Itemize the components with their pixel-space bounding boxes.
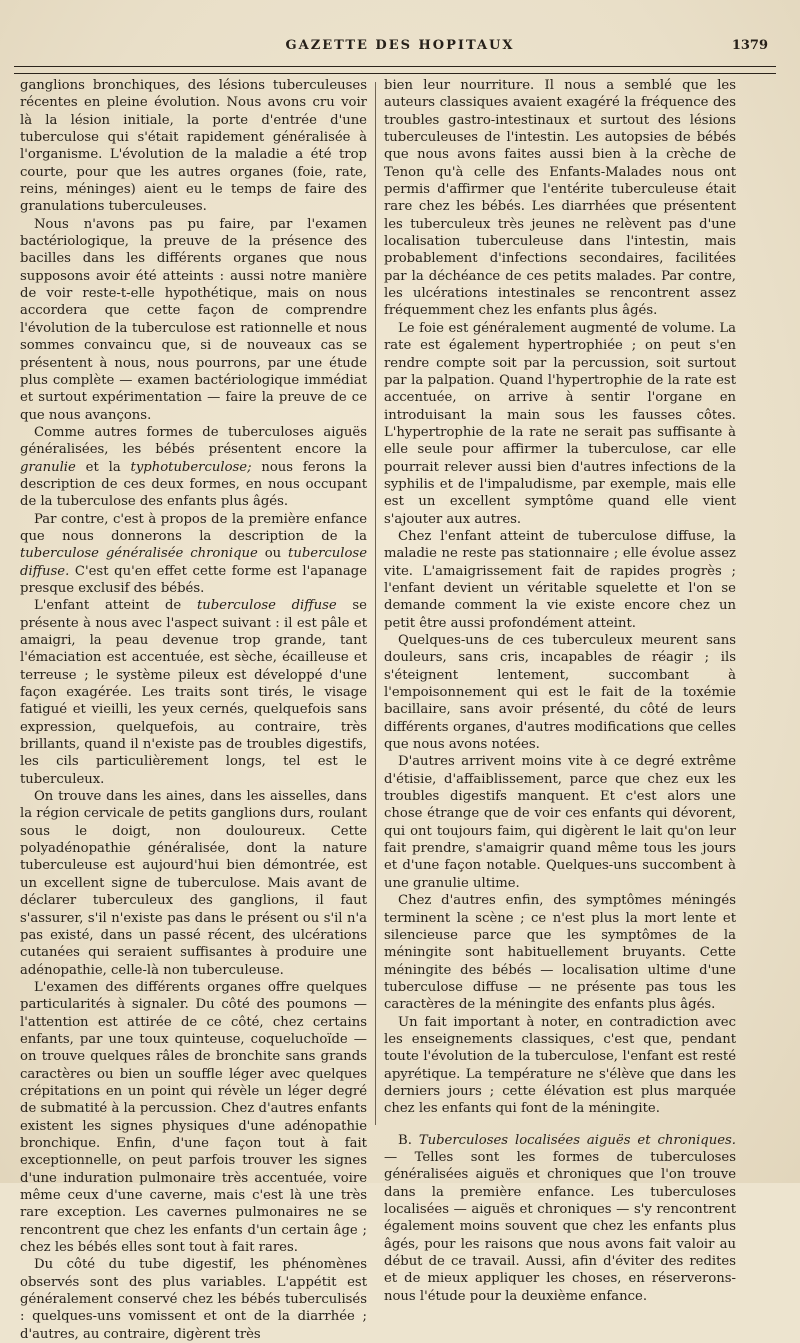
text-run: se présente à nous avec l'aspect suivant : il est pâle et amaigri, la peau devenue trop grande, tant l'émaciation est accentuée, est sèche, écailleuse et terreuse ; le système pileux est développé d'une façon exagérée. Les traits sont tirés, le visage fatigué et vieilli, les yeux cernés, quelquefois sans expression, quelquefois, au contraire, très brillants, quand il n'existe pas de troubles digestifs, les cils particulièrement longs, tel est le tuberculeux. [20, 598, 367, 787]
text-run: nous ferons la description de ces deux formes, en nous occupant de la tuberculose des enfants plus âgés. [20, 459, 367, 510]
paragraph [20, 511, 367, 598]
italic-term: tuberculose diffuse [196, 598, 337, 614]
right-column [384, 77, 736, 1304]
text-run: Par contre, c'est à propos de la première enfance que nous donnerons la description de la [20, 511, 367, 544]
paragraph: Chez l'enfant atteint de tuberculose diffuse, la maladie ne reste pas stationnaire ; elle évolue assez vite. L'amaigrissement fait de rapides progrès ; l'enfant devient un véritable squelette et l'on se demande comment la vie existe encore chez un petit être aussi profondément atteint. [384, 528, 736, 631]
text-run: ou [257, 546, 289, 562]
paragraph: bien leur nourriture. Il nous a semblé que les auteurs classiques avaient exagéré la fréquence des troubles gastro-intestinaux et surtout des lésions tuberculeuses de l'intestin. Les autopsies de bébés que nous avons faites aussi bien à la crèche de Tenon qu'à celle des Enfants-Malades nous ont permis d'affirmer que l'entérite tuberculeuse était rare chez les bébés. Les diarrhées que présentent les tuberculeux très jeunes ne relèvent pas d'une localisation tuberculeuse dans l'intestin, mais probablement d'infections secondaires, facilitées par la déchéance de ces petits malades. Par contre, les ulcérations intestinales se rencontrent assez fréquemment chez les enfants plus âgés. [384, 78, 736, 319]
paragraph: L'examen des différents organes offre quelques particularités à signaler. Du côté des poumons — l'attention est attirée de ce côté, chez certains enfants, par une toux quinteuse, coqueluchoïde — on trouve quelques râles de bronchite sans grands caractères ou bien un souffle léger avec quelques crépitations en un point qui révèle un léger degré de submatité à la percussion. Chez d'autres enfants existent les signes physiques d'une adénopathie bronchique. Enfin, d'une façon tout à fait exceptionnelle, on peut parfois trouver les signes d'une induration pulmonaire très accentuée, voire même ceux d'une caverne, mais c'est là une très rare exception. Les cavernes pulmonaires ne se rencontrent que chez les enfants d'un certain âge ; chez les bébés elles sont tout à fait rares. [20, 979, 367, 1256]
paragraph: Nous n'avons pas pu faire, par l'examen bactériologique, la preuve de la présence des bacilles dans les différents organes que nous supposons avoir été atteints : aussi notre manière de voir reste-t-elle hypothétique, mais on nous accordera que cette façon de comprendre l'évolution de la tuberculose est rationnelle et nous sommes convaincu que, si de nouveaux cas se présentent à nous, nous pourrons, par une étude plus complète — examen bactériologique immédiat et surtout expérimentation — faire la preuve de ce que nous avançons. [20, 216, 367, 423]
text-run: L'enfant atteint de [34, 598, 197, 614]
running-title: GAZETTE DES HOPITAUX [285, 38, 515, 53]
paragraph: D'autres arrivent moins vite à ce degré extrême d'étisie, d'affaiblissement, parce que chez eux les troubles digestifs manquent. Et c'est alors une chose étrange que de voir ces enfants qui dévorent, qui ont toujours faim, qui digèrent le lait qu'on leur fait prendre, s'amaigrir quand même tous les jours et d'une façon notable. Quelques-uns succombent à une granulie ultime. [384, 754, 736, 891]
text-run: et la [75, 459, 131, 475]
italic-term: granulie [20, 459, 76, 475]
left-column [20, 77, 367, 1342]
section-paragraph [384, 1132, 736, 1305]
paragraph: Un fait important à noter, en contradiction avec les enseignements classiques, c'est que, pendant toute l'évolution de la tuberculose, l'enfant est resté apyrétique. La température ne s'élève que dans les derniers jours ; cette élévation est plus marquée chez les enfants qui font de la méningite. [384, 1014, 736, 1117]
section-label: B. [398, 1132, 419, 1148]
page-number: 1379 [731, 38, 768, 53]
paragraph [20, 597, 367, 788]
italic-term: tuberculose généralisée chronique [20, 546, 258, 562]
paragraph: ganglions bronchiques, des lésions tuberculeuses récentes en pleine évolution. Nous avons cru voir là la lésion initiale, la porte d'entrée d'une tuberculose qui s'était rapidement généralisée à l'organisme. L'évolution de la maladie a été trop courte, pour que les autres organes (foie, rate, reins, méninges) aient eu le temps de faire des granulations tuberculeuses. [20, 78, 367, 215]
paragraph: Le foie est généralement augmenté de volume. La rate est également hypertrophiée ; on peut s'en rendre compte soit par la percussion, soit surtout par la palpation. Quand l'hypertrophie de la rate est accentuée, on arrive à sentir l'organe en introduisant la main sous les fausses côtes. L'hypertrophie de la rate ne serait pas suffisante à elle seule pour affirmer la tuberculose, car elle pourrait relever aussi bien d'autres infections de la syphilis et de l'impaludisme, par exemple, mais elle est un excellent symptôme quand elle vient s'ajouter aux autres. [384, 320, 736, 527]
paragraph: On trouve dans les aines, dans les aisselles, dans la région cervicale de petits ganglions durs, roulant sous le doigt, non douloureux. Cette polyadénopathie généralisée, dont la nature tuberculeuse est aujourd'hui bien démontrée, est un excellent signe de tuberculose. Mais avant de déclarer tuberculeux des ganglions, il faut s'assurer, s'il n'existe pas dans le présent ou s'il n'a pas existé, dans un passé récent, des ulcérations cutanées qui seraient suffisantes à produire une adénopathie, celle-là non tuberculeuse. [20, 789, 367, 978]
paragraph: Quelques-uns de ces tuberculeux meurent sans douleurs, sans cris, incapables de réagir ; ils s'éteignent lentement, succombant à l'empoisonnement qui est le fait de la toxémie bacillaire, sans avoir présenté, du côté de leurs différents organes, d'autres modifications que celles que nous avons notées. [384, 633, 736, 753]
paragraph: Du côté du tube digestif, les phénomènes observés sont des plus variables. L'appétit est généralement conservé chez les bébés tuberculisés : quelques-uns vomissent et ont de la diarrhée ; d'autres, au contraire, digèrent très [20, 1257, 367, 1342]
column-divider [375, 82, 376, 1125]
header-double-rule [14, 66, 776, 74]
page-header [14, 38, 786, 62]
section-heading: Tuberculoses localisées aiguës et chroniques. [418, 1132, 736, 1148]
paragraph [20, 424, 367, 511]
text-run: Comme autres formes de tuberculoses aiguës généralisées, les bébés présentent encore la [20, 424, 367, 458]
text-run: — Telles sont les formes de tuberculoses généralisées aiguës et chroniques que l'on trouve dans la première enfance. Les tuberculoses localisées — aiguës et chroniques — s'y rencontrent également moins souvent que chez les enfants plus âgés, pour les raisons que nous avons fait valoir au début de ce travail. Aussi, afin d'éviter des redites et de mieux appliquer les choses, en réserverons-nous l'étude pour la deuxième enfance. [384, 1149, 736, 1304]
text-run: C'est qu'en effet cette forme est l'apanage presque exclusif des bébés. [20, 563, 367, 596]
italic-term: tuberculose diffuse. [20, 546, 367, 579]
italic-term: typhotuberculose; [130, 459, 252, 475]
paragraph: Chez d'autres enfin, des symptômes méningés terminent la scène ; ce n'est plus la mort lente et silencieuse parce que les symptômes de la méningite sont habituellement bruyants. Cette méningite des bébés — localisation ultime d'une tuberculose diffuse — ne présente pas tous les caractères de la méningite des enfants plus âgés. [384, 893, 736, 1013]
